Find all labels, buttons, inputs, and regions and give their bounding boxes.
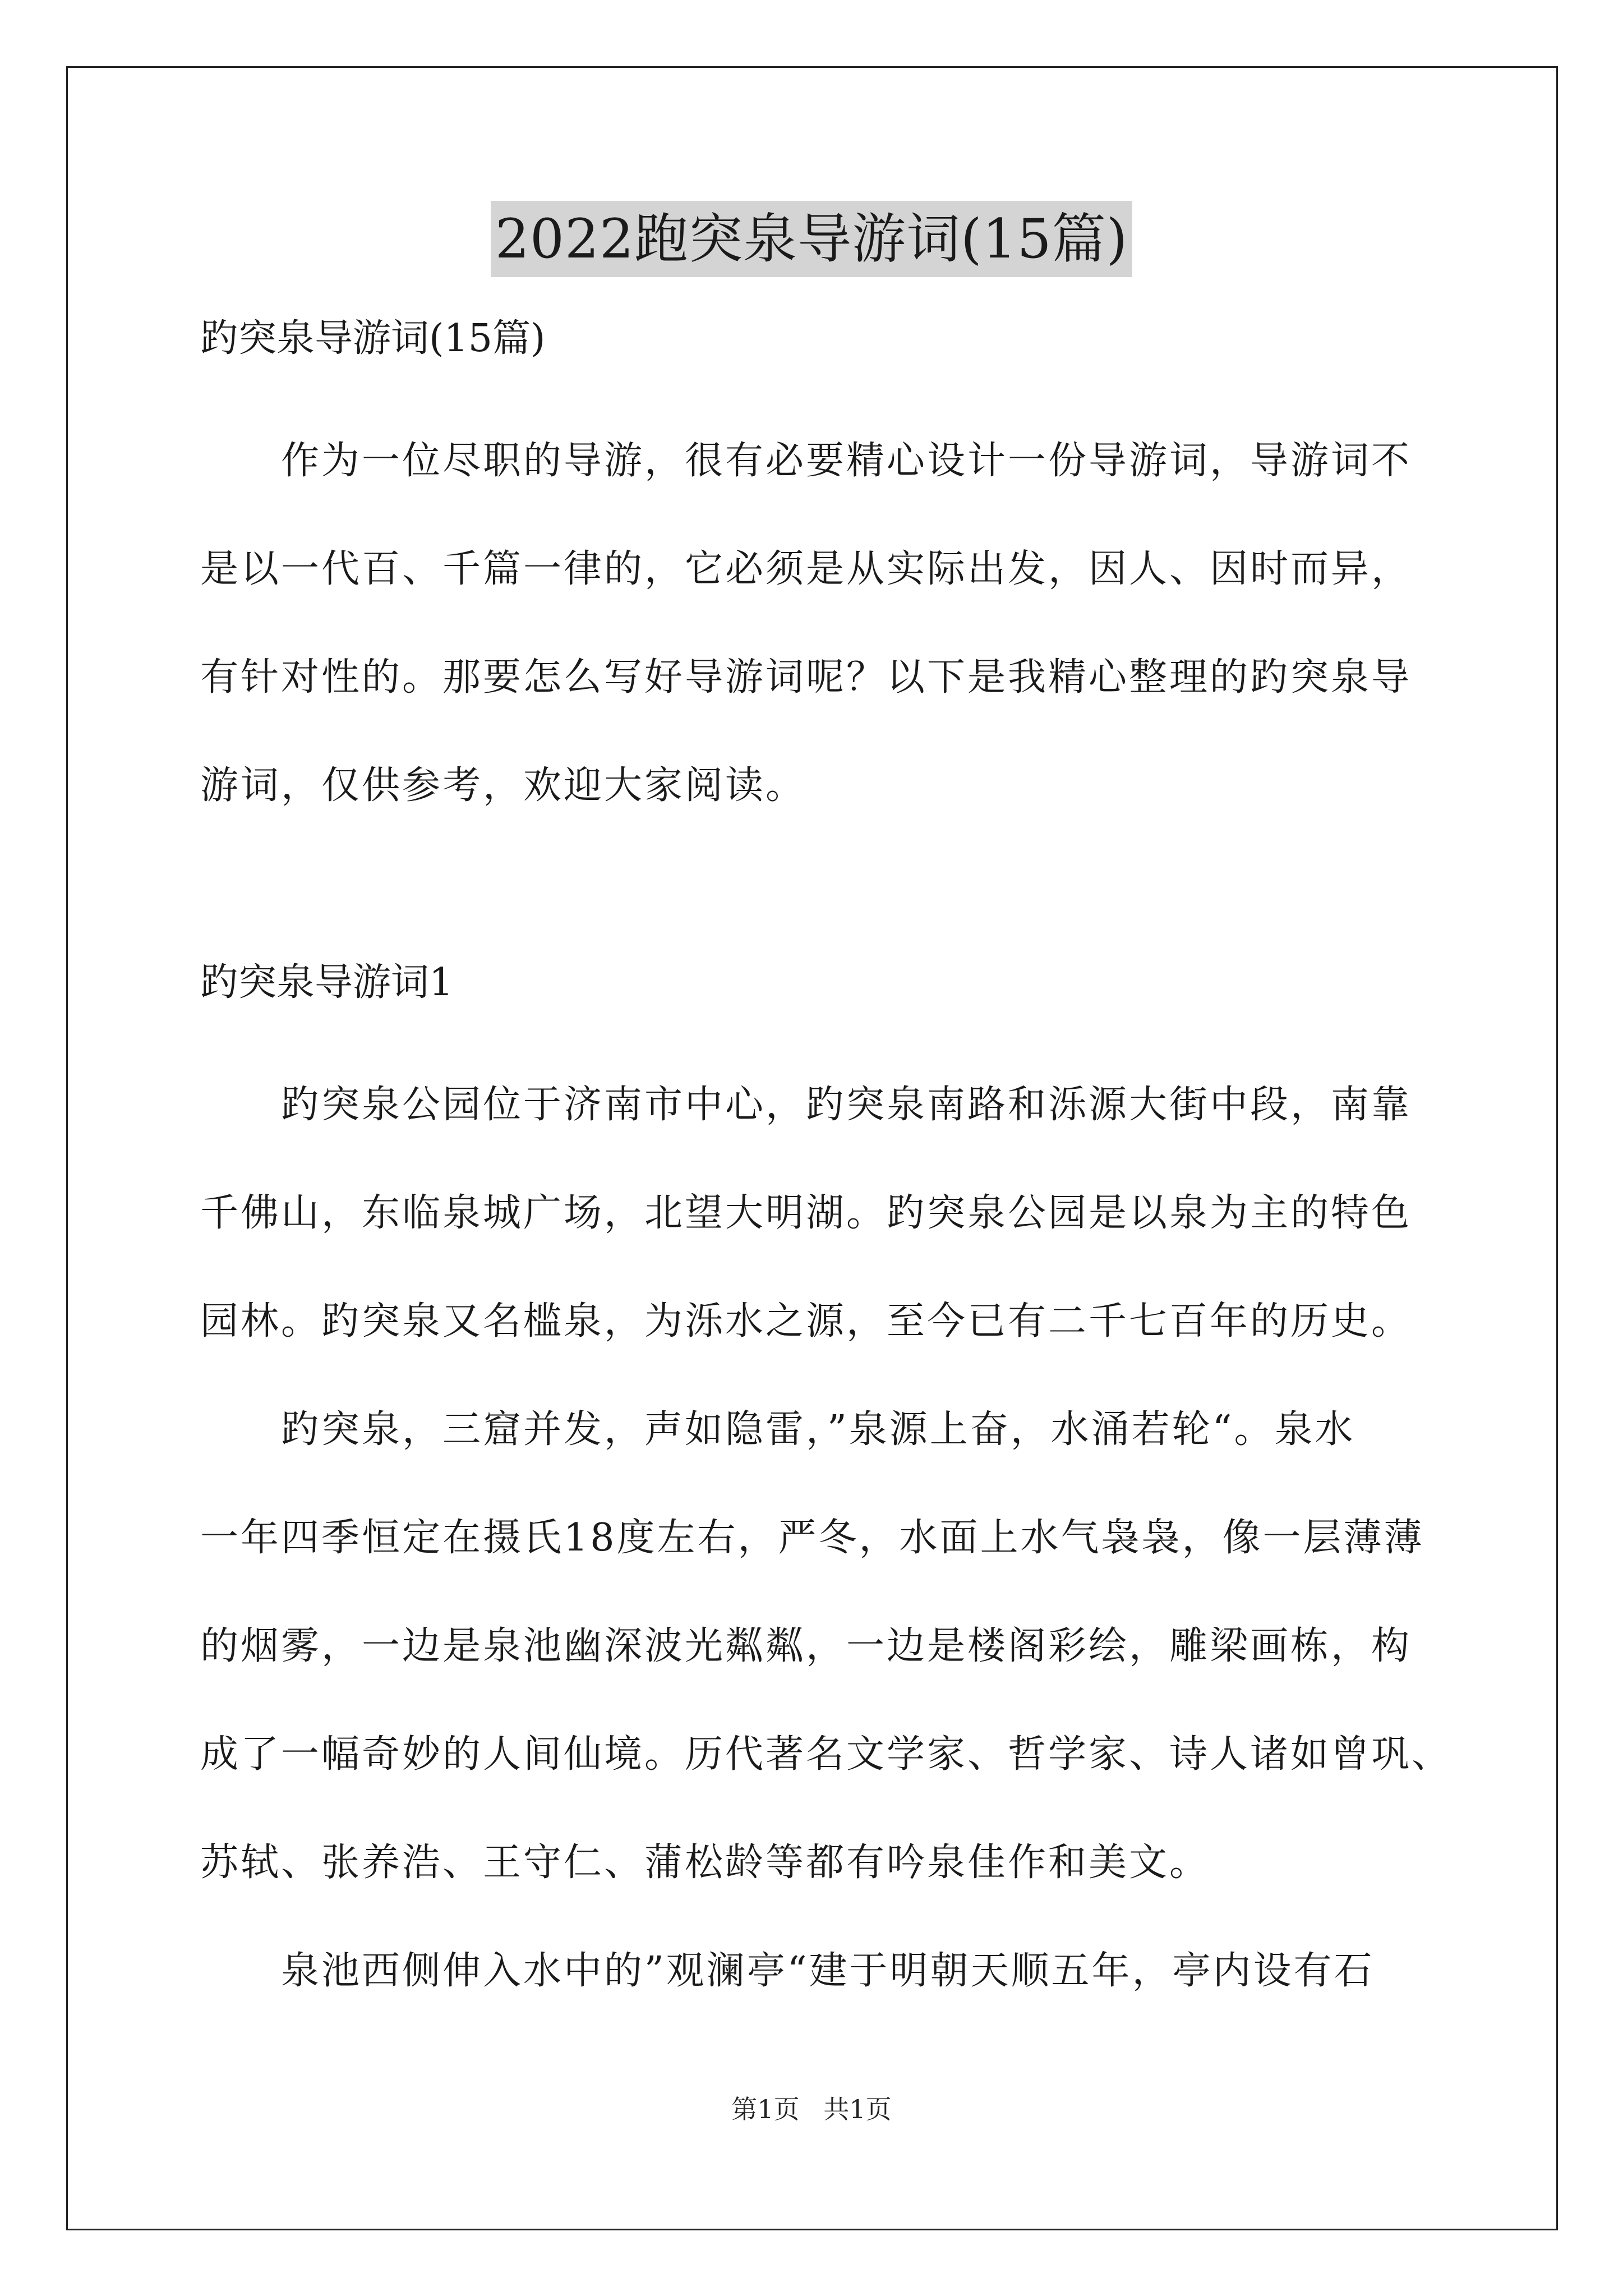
document-title: 2022跑突泉导游词(15篇) (491, 201, 1132, 277)
paragraph-line: 园林。趵突泉又名槛泉，为泺水之源，至今已有二千七百年的历史。 (200, 1299, 1412, 1343)
paragraph-3 (200, 1917, 1434, 2025)
page-total: 共1页 (823, 2094, 892, 2124)
paragraph-1 (200, 1051, 1434, 1375)
section-heading: 趵突泉导游词1 (200, 960, 454, 1005)
paragraph-line: 泉池西侧伸入水中的”观澜亭“建于明朝天顺五年，亭内设有石 (281, 1949, 1375, 1993)
title-wrap (0, 201, 1623, 277)
intro-paragraph (200, 407, 1434, 840)
page-footer (0, 2092, 1623, 2126)
intro-line: 游词，仅供参考，欢迎大家阅读。 (200, 763, 806, 808)
paragraph-line: 千佛山，东临泉城广场，北望大明湖。趵突泉公园是以泉为主的特色 (200, 1191, 1412, 1235)
intro-line: 作为一位尽职的导游，很有必要精心设计一份导游词，导游词不 (281, 439, 1412, 483)
document-subtitle: 趵突泉导游词(15篇) (200, 316, 546, 361)
intro-line: 是以一代百、千篇一律的，它必须是从实际出发，因人、因时而异， (200, 547, 1412, 591)
intro-line: 有针对性的。那要怎么写好导游词呢？以下是我精心整理的趵突泉导 (200, 655, 1412, 700)
document-body (200, 311, 1453, 2025)
paragraph-line: 成了一幅奇妙的人间仙境。历代著名文学家、哲学家、诗人诸如曾巩、 (200, 1732, 1453, 1777)
paragraph-line: 趵突泉公园位于济南市中心，趵突泉南路和泺源大街中段，南靠 (281, 1083, 1412, 1127)
paragraph-line: 的烟雾，一边是泉池幽深波光粼粼，一边是楼阁彩绘，雕梁画栋，构 (200, 1624, 1412, 1668)
paragraph-line: 趵突泉，三窟并发，声如隐雷，”泉源上奋，水涌若轮“。泉水 (281, 1407, 1355, 1452)
paragraph-2 (200, 1375, 1453, 1917)
page-number: 第1页 (731, 2094, 800, 2124)
paragraph-line: 苏轼、张养浩、王守仁、蒲松龄等都有吟泉佳作和美文。 (200, 1841, 1210, 1885)
paragraph-line: 一年四季恒定在摄氏18度左右，严冬，水面上水气袅袅，像一层薄薄 (200, 1516, 1424, 1560)
